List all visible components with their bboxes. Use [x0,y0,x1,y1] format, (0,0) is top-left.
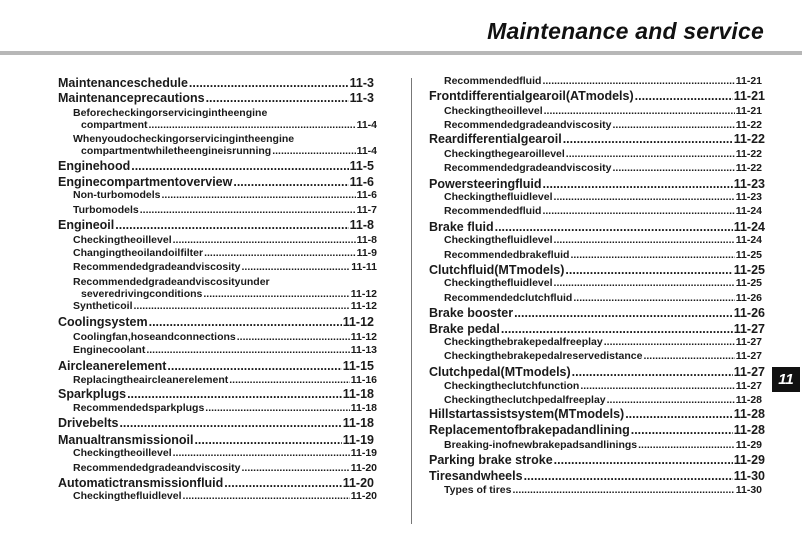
toc-entry-title: Changingtheoilandoilfilter [73,247,204,259]
toc-page-number: 11-27 [735,350,762,362]
toc-subentry[interactable] [444,105,762,117]
toc-page-number: 11-20 [350,490,377,502]
toc-leader-dots [183,490,350,502]
toc-leader-dots [554,191,735,203]
toc-leader-dots [495,220,733,234]
toc-leader-dots [149,315,342,329]
toc-page-number: 11-22 [735,148,762,160]
toc-entry-title: Whenyoudocheckingorservicingintheengine [73,133,295,145]
toc-page-number: 11-15 [342,359,374,373]
toc-entry-title: Checkingtheclutchfunction [444,380,580,392]
toc-page-number: 11-8 [356,234,377,246]
toc-entry-title: Turbomodels [73,204,139,216]
toc-leader-dots [544,105,735,117]
toc-entry-title: Non-turbomodels [73,189,161,201]
toc-page-number: 11-26 [735,292,762,304]
toc-leader-dots [189,76,349,90]
toc-leader-dots [167,359,341,373]
toc-page-number: 11-18 [342,416,374,430]
toc-entry-title: Recommendedgradeandviscosity [73,261,241,273]
toc-subentry[interactable] [73,276,270,288]
toc-entry-title: Engineoil [58,218,115,232]
toc-entry-title: Frontdifferentialgearoil(ATmodels) [429,89,634,103]
toc-entry-title: Recommendedfluid [444,205,542,217]
toc-entry[interactable] [429,322,765,336]
toc-entry-title: Clutchpedal(MTmodels) [429,365,571,379]
toc-subentry[interactable] [73,344,377,356]
toc-page-number: 11-12 [350,300,377,312]
toc-entry-title: Checkingtheoillevel [73,234,172,246]
toc-leader-dots [233,175,348,189]
toc-entry-title: Brake booster [429,306,514,320]
toc-entry[interactable] [58,476,374,490]
toc-page-number: 11-21 [735,75,762,87]
toc-entry-title: Tiresandwheels [429,469,523,483]
toc-entry-title: Checkingtheclutchpedalfreeplay [444,394,606,406]
toc-leader-dots [542,75,734,87]
toc-entry-title: Coolingsystem [58,315,148,329]
toc-subentry[interactable] [73,133,294,145]
toc-leader-dots [612,162,734,174]
toc-page-number: 11-29 [735,439,762,451]
toc-page-number: 11-27 [733,365,765,379]
toc-entry-title: Replacementofbrakepadandlining [429,423,630,437]
toc-page-number: 11-30 [733,469,765,483]
toc-leader-dots [241,261,350,273]
toc-subentry[interactable] [444,75,762,87]
toc-entry-title: Recommendedgradeandviscosity [73,462,241,474]
toc-entry[interactable] [429,423,765,437]
toc-subentry[interactable] [81,145,377,157]
toc-subentry[interactable] [73,462,377,474]
toc-page-number: 11-21 [735,105,762,117]
toc-entry-title: Enginehood [58,159,131,173]
toc-entry[interactable] [58,218,374,232]
toc-page-number: 11-13 [350,344,377,356]
toc-leader-dots [542,205,734,217]
toc-entry-title: Brake fluid [429,220,494,234]
toc-page-number: 11-22 [735,162,762,174]
toc-page-number: 11-25 [733,263,765,277]
toc-page-number: 11-6 [349,175,374,189]
toc-leader-dots [127,387,342,401]
toc-leader-dots [580,380,734,392]
toc-leader-dots [119,416,341,430]
toc-page-number: 11-24 [735,205,762,217]
toc-subentry[interactable] [73,300,377,312]
toc-entry-title: Enginecoolant [73,344,146,356]
toc-entry-title: Parking brake stroke [429,453,553,467]
toc-subentry[interactable] [444,191,762,203]
toc-entry[interactable] [429,177,765,191]
toc-subentry[interactable] [444,119,762,131]
toc-page-number: 11-12 [350,331,377,343]
toc-entry[interactable] [429,132,765,146]
toc-leader-dots [565,263,732,277]
toc-page-number: 11-22 [735,119,762,131]
toc-leader-dots [149,119,356,131]
toc-page-number: 11-26 [733,306,765,320]
toc-leader-dots [635,89,733,103]
toc-entry-title: Aircleanerelement [58,359,167,373]
toc-page-number: 11-3 [349,76,374,90]
toc-entry[interactable] [429,469,765,483]
toc-subentry[interactable] [444,336,762,348]
toc-page-number: 11-21 [733,89,765,103]
toc-entry-title: Recommendedsparkplugs [73,402,205,414]
toc-subentry[interactable] [81,119,377,131]
toc-leader-dots [237,331,350,343]
toc-entry-title: Recommendedgradeandviscosity [444,162,612,174]
toc-entry-title: Recommendedclutchfluid [444,292,573,304]
toc-leader-dots [146,344,349,356]
toc-subentry[interactable] [444,162,762,174]
column-divider [411,78,412,524]
toc-page-number: 11-28 [733,407,765,421]
toc-subentry[interactable] [73,374,377,386]
toc-leader-dots [573,292,734,304]
toc-entry-title: Clutchfluid(MTmodels) [429,263,565,277]
toc-entry-title: Maintenanceprecautions [58,91,205,105]
toc-page-number: 11-23 [735,191,762,203]
toc-subentry[interactable] [73,331,377,343]
toc-subentry[interactable] [444,484,762,496]
toc-page-number: 11-5 [349,159,374,173]
toc-entry[interactable] [429,407,765,421]
toc-entry-title: Coolingfan,hoseandconnections [73,331,236,343]
toc-entry-title: Drivebelts [58,416,119,430]
toc-entry[interactable] [58,387,374,401]
toc-subentry[interactable] [73,261,377,273]
toc-subentry[interactable] [73,490,377,502]
toc-subentry[interactable] [444,277,762,289]
toc-entry[interactable] [429,220,765,234]
toc-entry-title: Sparkplugs [58,387,127,401]
toc-subentry[interactable] [444,350,762,362]
toc-subentry[interactable] [73,189,377,201]
toc-entry-title: Types of tires [444,484,512,496]
toc-entry-title: Checkingtheoillevel [73,447,172,459]
toc-leader-dots [501,322,733,336]
toc-entry-title: severedrivingconditions [81,288,203,300]
toc-page-number: 11-25 [735,249,762,261]
toc-page-number: 11-27 [735,380,762,392]
toc-page-number: 11-25 [735,277,762,289]
toc-leader-dots [554,453,733,467]
toc-leader-dots [204,247,355,259]
toc-subentry[interactable] [73,234,377,246]
toc-leader-dots [224,476,341,490]
toc-leader-dots [206,91,349,105]
toc-subentry[interactable] [73,247,377,259]
toc-page-number: 11-18 [350,402,377,414]
toc-entry-title: Checkingthebrakepedalfreeplay [444,336,603,348]
toc-leader-dots [625,407,733,421]
toc-page-number: 11-11 [351,261,377,273]
toc-subentry[interactable] [444,292,762,304]
toc-subentry[interactable] [444,394,762,406]
toc-leader-dots [572,365,733,379]
toc-entry-title: Manualtransmissionoil [58,433,194,447]
toc-leader-dots [631,423,733,437]
toc-entry[interactable] [58,433,374,447]
header-rule [0,51,802,55]
toc-subentry[interactable] [444,380,762,392]
toc-leader-dots [173,234,356,246]
toc-page-number: 11-6 [356,189,377,201]
toc-leader-dots [140,204,356,216]
toc-leader-dots [524,469,733,483]
toc-entry[interactable] [429,89,765,103]
toc-leader-dots [115,218,348,232]
toc-page-number: 11-12 [350,288,377,300]
toc-leader-dots [513,484,735,496]
toc-page-number: 11-3 [349,91,374,105]
toc-entry-title: Brake pedal [429,322,500,336]
toc-entry[interactable] [58,91,374,105]
toc-entry-title: Replacingtheaircleanerelement [73,374,229,386]
toc-leader-dots [162,189,356,201]
toc-entry-title: Recommendedgradeandviscosity [444,119,612,131]
toc-leader-dots [607,394,735,406]
toc-leader-dots [205,402,349,414]
toc-leader-dots [173,447,350,459]
toc-leader-dots [638,439,735,451]
toc-subentry[interactable] [73,204,377,216]
toc-entry-title: Recommendedgradeandviscosityunder [73,276,270,288]
toc-page-number: 11-20 [342,476,374,490]
toc-entry[interactable] [429,365,765,379]
toc-entry-title: Hillstartassistsystem(MTmodels) [429,407,625,421]
toc-entry-title: Beforecheckingorservicingintheengine [73,107,268,119]
toc-page-number: 11-28 [735,394,762,406]
toc-page-number: 11-20 [350,462,377,474]
toc-entry-title: Checkingthefluidlevel [444,234,553,246]
toc-leader-dots [604,336,735,348]
toc-page-number: 11-29 [733,453,765,467]
toc-leader-dots [554,277,735,289]
toc-entry[interactable] [429,306,765,320]
toc-entry-title: Checkingthefluidlevel [444,191,553,203]
toc-entry[interactable] [58,159,374,173]
section-tab[interactable]: 11 [772,367,800,392]
toc-page-number: 11-19 [350,447,377,459]
toc-leader-dots [543,177,733,191]
toc-entry-title: Enginecompartmentoverview [58,175,233,189]
toc-entry[interactable] [58,359,374,373]
toc-entry-title: Recommendedfluid [444,75,542,87]
toc-entry-title: Checkingtheoillevel [444,105,543,117]
toc-subentry[interactable] [73,107,267,119]
toc-entry-title: Checkingthefluidlevel [73,490,182,502]
toc-entry-title: Recommendedbrakefluid [444,249,570,261]
toc-subentry[interactable] [73,402,377,414]
toc-entry-title: Automatictransmissionfluid [58,476,224,490]
toc-page-number: 11-24 [733,220,765,234]
toc-page-number: 11-4 [356,119,377,131]
toc-entry[interactable] [429,263,765,277]
toc-page-number: 11-16 [350,374,377,386]
page-title: Maintenance and service [487,18,764,44]
toc-page-number: 11-12 [342,315,374,329]
toc-leader-dots [643,350,734,362]
toc-leader-dots [570,249,734,261]
toc-page-number: 11-24 [735,234,762,246]
toc-leader-dots [514,306,733,320]
toc-page-number: 11-8 [349,218,374,232]
toc-subentry[interactable] [444,439,762,451]
toc-page-number: 11-22 [733,132,765,146]
toc-entry[interactable] [58,315,374,329]
toc-subentry[interactable] [444,249,762,261]
toc-page-number: 11-7 [356,204,377,216]
toc-leader-dots [272,145,355,157]
toc-entry-title: Syntheticoil [73,300,133,312]
toc-entry-title: Checkingthebrakepedalreservedistance [444,350,643,362]
toc-subentry[interactable] [444,148,762,160]
toc-page-number: 11-9 [356,247,377,259]
toc-leader-dots [134,300,350,312]
toc-entry[interactable] [429,453,765,467]
toc-page-number: 11-30 [735,484,762,496]
toc-page-number: 11-23 [733,177,765,191]
toc-leader-dots [194,433,341,447]
toc-entry-title: compartmentwhiletheengineisrunning [81,145,272,157]
toc-entry-title: Powersteeringfluid [429,177,542,191]
toc-leader-dots [554,234,735,246]
toc-page-number: 11-18 [342,387,374,401]
toc-entry[interactable] [58,76,374,90]
toc-subentry[interactable] [444,205,762,217]
toc-entry-title: compartment [81,119,148,131]
toc-leader-dots [203,288,349,300]
toc-entry[interactable] [58,175,374,189]
toc-entry-title: Breaking-inofnewbrakepadsandlinings [444,439,638,451]
toc-subentry[interactable] [444,234,762,246]
toc-page-number: 11-27 [735,336,762,348]
toc-entry[interactable] [58,416,374,430]
toc-leader-dots [563,132,733,146]
toc-subentry[interactable] [81,288,377,300]
toc-leader-dots [566,148,735,160]
toc-leader-dots [612,119,734,131]
toc-entry-title: Checkingthefluidlevel [444,277,553,289]
toc-leader-dots [229,374,349,386]
toc-page-number: 11-19 [342,433,374,447]
toc-page-number: 11-27 [733,322,765,336]
toc-leader-dots [241,462,349,474]
toc-leader-dots [131,159,348,173]
toc-page-number: 11-4 [356,145,377,157]
toc-page-number: 11-28 [733,423,765,437]
toc-entry-title: Checkingthegearoillevel [444,148,565,160]
toc-subentry[interactable] [73,447,377,459]
toc-entry-title: Maintenanceschedule [58,76,188,90]
toc-entry-title: Reardifferentialgearoil [429,132,562,146]
